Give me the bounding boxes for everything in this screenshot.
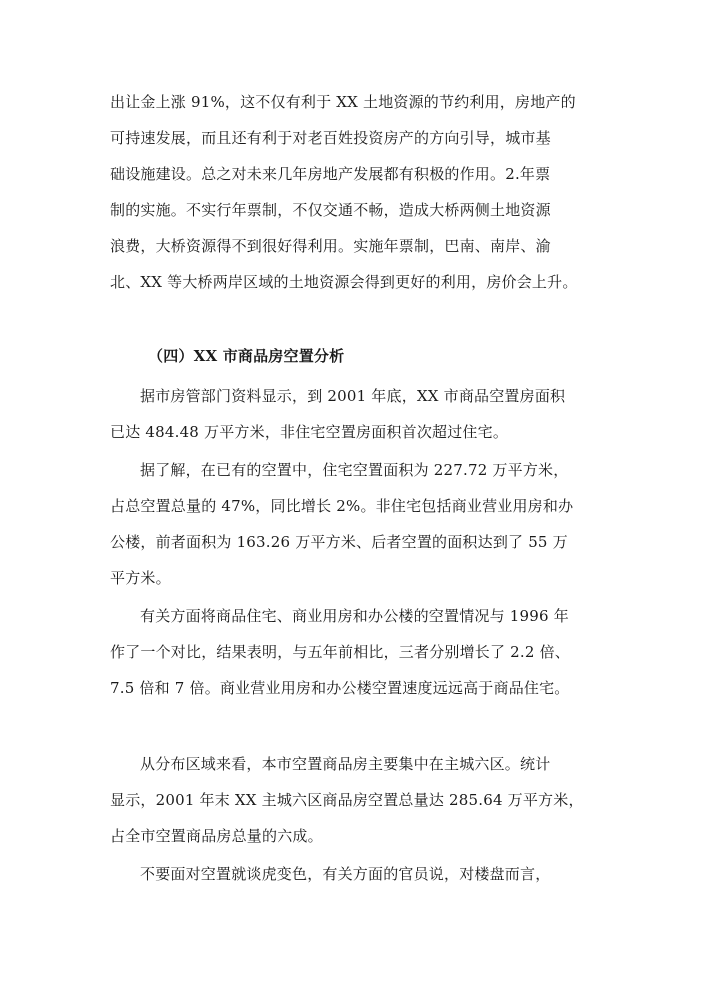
paragraph-line: 北、XX 等大桥两岸区域的土地资源会得到更好的利用，房价会上升。 bbox=[110, 273, 578, 291]
paragraph-line: 据市房管部门资料显示，到 2001 年底，XX 市商品空置房面积 bbox=[140, 387, 566, 405]
paragraph-line: 可持速发展，而且还有利于对老百姓投资房产的方向引导，城市基 bbox=[110, 129, 551, 147]
paragraph-line: 出让金上涨 91%，这不仅有利于 XX 土地资源的节约利用，房地产的 bbox=[110, 93, 576, 111]
paragraph-line: 显示，2001 年末 XX 主城六区商品房空置总量达 285.64 万平方米， bbox=[110, 791, 584, 809]
paragraph-line: 础设施建设。总之对未来几年房地产发展都有积极的作用。2.年票 bbox=[110, 165, 551, 183]
paragraph-line: 不要面对空置就谈虎变色，有关方面的官员说，对楼盘而言， bbox=[140, 865, 551, 883]
paragraph-line: 浪费，大桥资源得不到很好得利用。实施年票制，巴南、南岸、渝 bbox=[110, 237, 551, 255]
paragraph-line: 占全市空置商品房总量的六成。 bbox=[110, 827, 323, 845]
section-heading: （四）XX 市商品房空置分析 bbox=[148, 347, 345, 365]
paragraph-line: 据了解，在已有的空置中，住宅空置面积为 227.72 万平方米， bbox=[140, 461, 569, 479]
paragraph-line: 公楼，前者面积为 163.26 万平方米、后者空置的面积达到了 55 万 bbox=[110, 533, 568, 551]
paragraph-line: 制的实施。不实行年票制，不仅交通不畅，造成大桥两侧土地资源 bbox=[110, 201, 551, 219]
paragraph-line: 作了一个对比，结果表明，与五年前相比，三者分别增长了 2.2 倍、 bbox=[110, 643, 570, 661]
paragraph-line: 平方米。 bbox=[110, 569, 171, 587]
paragraph-line: 有关方面将商品住宅、商业用房和办公楼的空置情况与 1996 年 bbox=[140, 607, 569, 625]
paragraph-line: 7.5 倍和 7 倍。商业营业用房和办公楼空置速度远远高于商品住宅。 bbox=[110, 679, 570, 697]
paragraph-line: 从分布区域来看，本市空置商品房主要集中在主城六区。统计 bbox=[140, 755, 551, 773]
paragraph-line: 占总空置总量的 47%，同比增长 2%。非住宅包括商业营业用房和办 bbox=[110, 497, 574, 515]
paragraph-line: 已达 484.48 万平方米，非住宅空置房面积首次超过住宅。 bbox=[110, 423, 509, 441]
